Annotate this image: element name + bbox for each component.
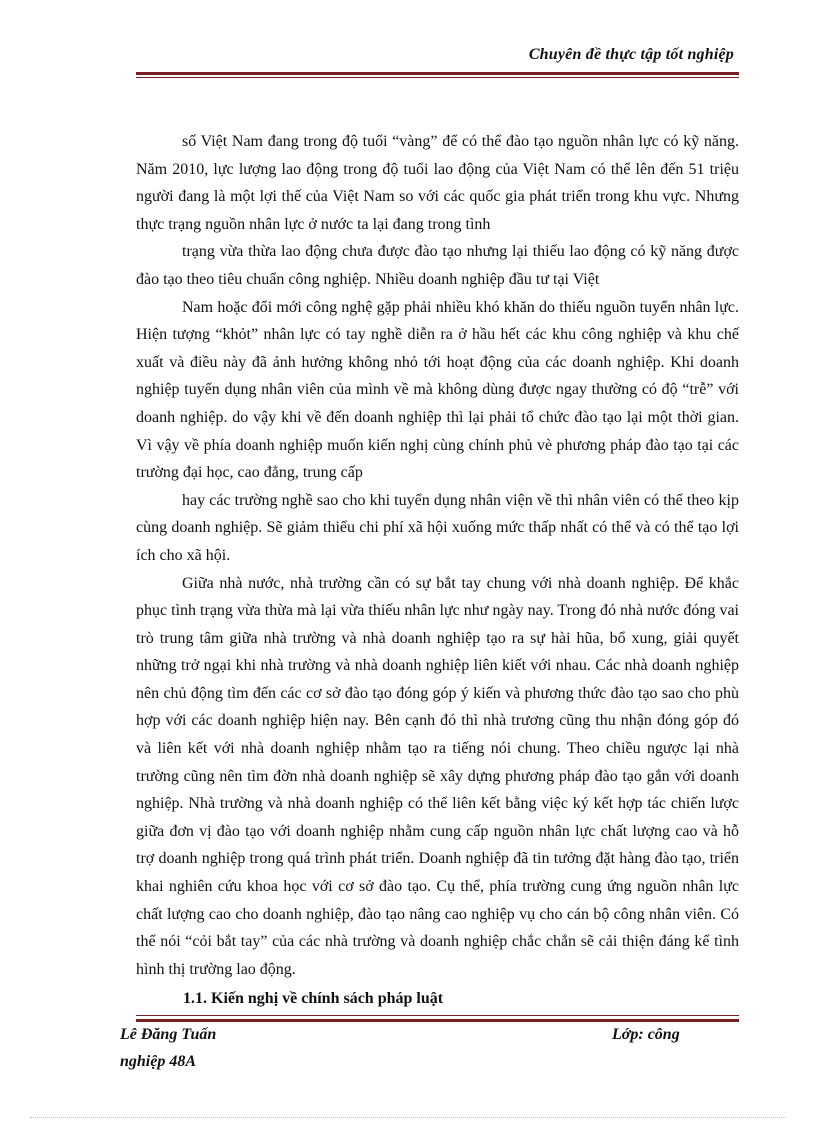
header-rule-thick <box>136 72 739 75</box>
paragraph-5: Giữa nhà nước, nhà trường cần có sự bắt tay chung với nhà doanh nghiệp. Để khắc phục tình trạng vừa thừa mà lại vừa thiếu nhân lực như ngày nay. Trong đó nhà nước đóng vai trò trung tâm giữa nhà trường và nhà doanh nghiệp tạo ra sự hài hũa, bổ xung, giải quyết những trở ngại khi nhà trường và nhà doanh nghiệp liên kiết với nhau. Các nhà doanh nghiệp nên chủ động tìm đến các cơ sở đào tạo đóng góp ý kiến và phương thức đào tạo sao cho phù hợp với các doanh nghiệp hiện nay. Bên cạnh đó thì nhà trương cũng thu nhận đóng góp đó và liên kết với nhà doanh nghiệp nhằm tạo ra tiếng nói chung. Theo chiều ngược lại nhà trường cũng nên tìm đờn nhà doanh nghiệp sẽ xây dựng phương pháp đào tạo gắn với doanh nghiệp. Nhà trường và nhà doanh nghiệp có thể liên kết bằng việc ký kết hợp tác chiến lược giữa đơn vị đào tạo với doanh nghiệp nhằm cung cấp nguồn nhân lực chất lượng cao và hỗ trợ doanh nghiệp trong quá trình phát triển. Doanh nghiệp đã tin tưởng đặt hàng đào tạo, triển khai nghiên cứu khoa học với cơ sở đào tạo. Cụ thể, phía trường cung ứng nguồn nhân lực chất lượng cao cho doanh nghiệp, đào tạo nâng cao nghiệp vụ cho cán bộ công nhân viên. Có thể nói “cỏi bắt tay” của các nhà trường và doanh nghiệp chắc chắn sẽ cải thiện đáng kể tình hình thị trường lao động. <box>136 574 739 978</box>
footer-author: Lê Đăng Tuấn <box>120 1026 217 1043</box>
header-rule-thin <box>136 77 739 78</box>
header-title: Chuyên đề thực tập tốt nghiệp <box>528 46 734 63</box>
footer-rule-thin <box>136 1015 739 1016</box>
document-body <box>136 128 739 983</box>
footer-rule-thick <box>136 1019 739 1022</box>
paragraph-4: hay các trường nghề sao cho khi tuyển dụng nhân viện về thì nhân viên có thể theo kịp cùng doanh nghiệp. Sẽ giảm thiểu chi phí xã hội xuống mức thấp nhất có thể và có thể tạo lợi ích cho xã hội. <box>136 491 739 564</box>
paragraph-3: Nam hoặc đổi mới công nghệ gặp phải nhiều khó khăn do thiếu nguồn tuyển nhân lực. Hiện tượng “khỏt” nhân lực có tay nghề diễn ra ở hầu hết các khu công nghiệp và khu chế xuất và điều này đã ảnh hưởng không nhỏ tới hoạt động của các doanh nghiệp. Khi doanh nghiệp tuyển dụng nhân viên của mình về mà không dùng được ngay thường có độ “trễ” với doanh nghiệp. do vậy khi về đến doanh nghiệp thì lại phải tổ chức đào tạo lại một thời gian. Vì vậy về phía doanh nghiệp muốn kiến nghị cùng chính phủ vè phương pháp đào tạo tại các trường đại học, cao đẳng, trung cấp <box>136 298 739 482</box>
page-edge-divider <box>30 1117 786 1118</box>
paragraph-1: số Việt Nam đang trong độ tuổi “vàng” để có thể đào tạo nguồn nhân lực có kỹ năng. Năm 2010, lực lượng lao động trong độ tuổi lao động của Việt Nam có thể lên đến 51 triệu người đang là một lợi thế của Việt Nam so với các quốc gia phát triển trong khu vực. Nhưng thực trạng nguồn nhân lực ở nước ta lại đang trong tình <box>136 133 739 233</box>
footer-class-continuation: nghiệp 48A <box>120 1053 197 1070</box>
paragraph-2: trạng vừa thừa lao động chưa được đào tạo nhưng lại thiếu lao động có kỹ năng được đào tạo theo tiêu chuẩn công nghiệp. Nhiều doanh nghiệp đầu tư tại Việt <box>136 243 739 288</box>
section-heading: 1.1. Kiến nghị về chính sách pháp luật <box>183 990 444 1007</box>
footer-class-label: Lớp: công <box>612 1026 680 1043</box>
